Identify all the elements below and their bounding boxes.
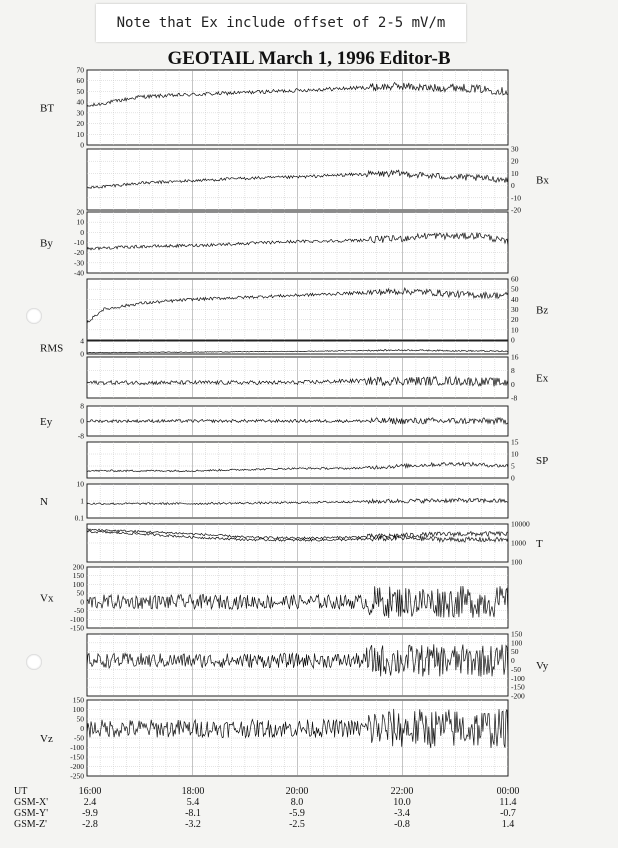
y-tick-label: 100: [511, 557, 523, 567]
y-tick-label: 150: [511, 629, 523, 639]
panel-label: Bz: [536, 304, 549, 317]
panel-label: BT: [40, 102, 55, 115]
panel-label: Vz: [40, 733, 53, 745]
y-tick-label: 16: [511, 352, 519, 362]
y-tick-label: 0: [511, 181, 515, 191]
binder-hole: [26, 308, 42, 324]
panel-ex: [87, 353, 549, 403]
y-tick-label: 150: [72, 695, 84, 705]
y-tick-label: 200: [72, 562, 84, 572]
panel-label: Ey: [40, 416, 53, 428]
y-tick-label: -30: [74, 258, 84, 268]
y-tick-label: 15: [511, 437, 519, 447]
y-tick-label: 10: [511, 325, 519, 335]
y-tick-label: 0: [80, 227, 84, 237]
y-tick-label: 1000: [511, 538, 526, 548]
y-tick-label: 0.1: [74, 513, 84, 523]
y-tick-label: 70: [76, 65, 84, 75]
footer-label-gsm-x: GSM-X': [14, 797, 49, 808]
y-tick-label: 5: [511, 461, 515, 471]
y-tick-label: 30: [511, 144, 519, 154]
y-tick-label: 0: [80, 597, 84, 607]
panel-label: RMS: [40, 342, 64, 355]
panel-label: By: [40, 237, 53, 250]
panel-label: Vx: [40, 592, 54, 605]
y-tick-label: 100: [511, 638, 523, 648]
y-tick-label: 0: [511, 335, 515, 345]
y-tick-label: -20: [74, 248, 84, 258]
y-tick-label: 10: [76, 129, 84, 139]
y-tick-label: 50: [76, 86, 84, 96]
panel-t: [87, 520, 543, 567]
y-tick-label: 50: [76, 714, 84, 724]
y-tick-label: 0: [80, 724, 84, 733]
y-tick-label: 60: [76, 76, 84, 86]
footer-gsm-z: 1.4: [501, 819, 515, 830]
y-tick-label: -50: [511, 664, 521, 674]
y-tick-label: 20: [511, 315, 519, 325]
y-tick-label: -100: [70, 743, 84, 752]
y-tick-label: 100: [72, 579, 84, 589]
footer-gsm-y: -9.9: [82, 808, 98, 819]
panel-vx: [40, 563, 508, 633]
y-tick-label: 40: [76, 97, 84, 107]
footer-gsm-x: 10.0: [393, 797, 411, 808]
panel-bx: [87, 145, 549, 215]
panel-label: Bx: [536, 174, 549, 187]
y-tick-label: 50: [511, 647, 519, 657]
panel-n: [40, 480, 508, 523]
panel-label: T: [536, 538, 543, 550]
y-tick-label: -8: [511, 393, 518, 403]
panel-vy: [87, 630, 549, 701]
footer-gsm-x: 11.4: [499, 797, 517, 808]
y-tick-label: 0: [511, 379, 515, 389]
y-tick-label: -10: [511, 193, 521, 203]
footer-gsm-y: -8.1: [185, 808, 201, 819]
y-tick-label: 0: [80, 416, 84, 426]
binder-hole: [26, 654, 42, 670]
y-tick-label: 10: [511, 449, 519, 459]
y-tick-label: 8: [80, 401, 84, 411]
panel-bt: [40, 66, 508, 150]
y-tick-label: 20: [76, 119, 84, 129]
footer-time: 22:00: [390, 786, 414, 797]
panel-label: Ex: [536, 372, 549, 385]
panel-by: [40, 208, 508, 278]
y-tick-label: -10: [74, 238, 84, 247]
footer-gsm-y: -5.9: [289, 808, 305, 819]
y-tick-label: 8: [511, 366, 515, 376]
y-tick-label: 20: [511, 156, 519, 166]
y-tick-label: 10000: [511, 519, 530, 529]
y-tick-label: 50: [76, 588, 84, 598]
footer-time: 00:00: [496, 786, 520, 797]
footer-time: 20:00: [285, 786, 309, 797]
y-tick-label: 40: [511, 294, 519, 304]
y-tick-label: 4: [80, 336, 84, 346]
panel-ey: [40, 402, 508, 441]
y-tick-label: -100: [70, 614, 84, 624]
footer-time: 18:00: [181, 786, 205, 797]
offset-note: Note that Ex include offset of 2-5 mV/m: [96, 4, 466, 42]
y-tick-label: -40: [74, 268, 84, 278]
y-tick-label: 1: [80, 496, 84, 506]
y-tick-label: 50: [511, 284, 519, 294]
y-tick-label: -150: [70, 752, 84, 762]
y-tick-label: 150: [72, 571, 84, 581]
footer-gsm-z: -2.5: [289, 819, 305, 830]
y-tick-label: 0: [511, 473, 515, 483]
y-tick-label: -200: [70, 762, 84, 771]
footer-gsm-y: -0.7: [500, 808, 516, 819]
footer-time: 16:00: [78, 786, 102, 797]
y-tick-label: -150: [511, 682, 525, 692]
y-tick-label: 10: [511, 168, 519, 178]
y-tick-label: 30: [511, 305, 519, 314]
y-tick-label: 10: [76, 479, 84, 489]
y-tick-label: -50: [74, 733, 84, 743]
panel-vz: [40, 696, 508, 781]
panel-bz: [87, 275, 548, 345]
y-tick-label: 30: [76, 108, 84, 118]
y-tick-label: 0: [80, 140, 84, 150]
footer-label-gsm-y: GSM-Y': [14, 808, 49, 819]
y-tick-label: 0: [511, 656, 515, 666]
y-tick-label: -100: [511, 673, 525, 683]
footer-gsm-z: -3.2: [185, 819, 201, 830]
y-tick-label: 100: [72, 705, 84, 714]
panel-sp: [87, 438, 548, 483]
footer-gsm-z: -2.8: [82, 819, 98, 830]
y-tick-label: 10: [76, 217, 84, 227]
panel-label: SP: [536, 455, 549, 467]
footer-gsm-x: 5.4: [186, 797, 200, 808]
footer-label-gsm-z: GSM-Z': [14, 819, 47, 830]
footer-gsm-x: 8.0: [290, 797, 304, 808]
footer-gsm-z: -0.8: [394, 819, 410, 830]
footer-gsm-y: -3.4: [394, 808, 410, 819]
y-tick-label: -8: [77, 431, 84, 441]
chart-title: GEOTAIL March 1, 1996 Editor-B: [167, 48, 451, 69]
y-tick-label: 0: [80, 349, 84, 359]
y-tick-label: -20: [511, 205, 521, 215]
y-tick-label: -250: [70, 771, 84, 781]
y-tick-label: 60: [511, 274, 519, 284]
panel-label: N: [40, 496, 48, 508]
panel-label: Vy: [536, 660, 549, 672]
footer-label-ut: UT: [14, 786, 28, 797]
y-tick-label: 20: [76, 207, 84, 217]
y-tick-label: -50: [74, 606, 84, 616]
footer-gsm-x: 2.4: [83, 797, 97, 808]
y-tick-label: -150: [70, 623, 84, 633]
y-tick-label: -200: [511, 691, 525, 701]
